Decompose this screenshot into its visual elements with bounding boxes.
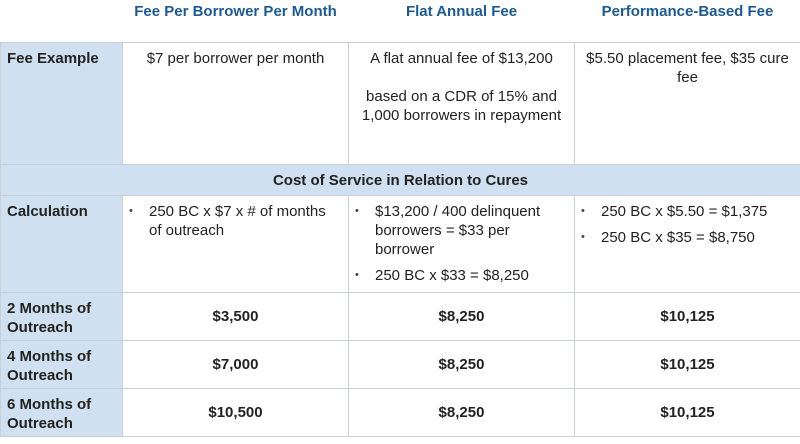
amount-flat: $8,250 bbox=[349, 341, 575, 389]
section-title: Cost of Service in Relation to Cures bbox=[1, 165, 800, 196]
row-label-fee-example: Fee Example bbox=[1, 43, 123, 165]
fee-example-flat-main: A flat annual fee of $13,200 bbox=[370, 50, 553, 67]
amount-performance: $10,125 bbox=[575, 341, 800, 389]
corner-cell bbox=[1, 0, 123, 43]
calculation-per-borrower-cell bbox=[123, 196, 349, 293]
list-item: • 250 BC x $7 x # of months of outreach bbox=[129, 202, 340, 240]
list-item: • 250 BC x $35 = $8,750 bbox=[581, 228, 792, 247]
list-item: • 250 BC x $33 = $8,250 bbox=[355, 266, 566, 285]
table-row-outreach-4 bbox=[1, 341, 800, 389]
column-header-per-borrower: Fee Per Borrower Per Month bbox=[123, 0, 349, 43]
fee-example-per-borrower: $7 per borrower per month bbox=[123, 43, 349, 165]
calculation-performance-list bbox=[581, 202, 792, 247]
column-header-performance: Performance-Based Fee bbox=[575, 0, 800, 43]
calculation-flat-list bbox=[355, 202, 566, 285]
amount-performance: $10,125 bbox=[575, 389, 800, 437]
row-label-outreach: 6 Months of Outreach bbox=[1, 389, 123, 437]
column-header-row bbox=[1, 0, 800, 43]
table-row-outreach-6 bbox=[1, 389, 800, 437]
row-label-outreach: 4 Months of Outreach bbox=[1, 341, 123, 389]
fee-example-flat-note: based on a CDR of 15% and 1,000 borrowers in repayment bbox=[361, 88, 562, 124]
amount-flat: $8,250 bbox=[349, 389, 575, 437]
list-item: • 250 BC x $5.50 = $1,375 bbox=[581, 202, 792, 221]
table-row-calculation bbox=[1, 196, 800, 293]
amount-per-borrower: $10,500 bbox=[123, 389, 349, 437]
fee-example-performance: $5.50 placement fee, $35 cure fee bbox=[575, 43, 800, 165]
list-item: • $13,200 / 400 delinquent borrowers = $33 per borrower bbox=[355, 202, 566, 259]
table-row-fee-example bbox=[1, 43, 800, 165]
table-row-outreach-2 bbox=[1, 293, 800, 341]
calculation-per-borrower-list bbox=[129, 202, 340, 240]
section-row bbox=[1, 165, 800, 196]
amount-flat: $8,250 bbox=[349, 293, 575, 341]
row-label-outreach: 2 Months of Outreach bbox=[1, 293, 123, 341]
calculation-flat-cell bbox=[349, 196, 575, 293]
amount-per-borrower: $3,500 bbox=[123, 293, 349, 341]
column-header-flat-annual: Flat Annual Fee bbox=[349, 0, 575, 43]
fee-example-flat-cell bbox=[349, 43, 575, 165]
amount-performance: $10,125 bbox=[575, 293, 800, 341]
row-label-calculation: Calculation bbox=[1, 196, 123, 293]
calculation-performance-cell bbox=[575, 196, 800, 293]
amount-per-borrower: $7,000 bbox=[123, 341, 349, 389]
